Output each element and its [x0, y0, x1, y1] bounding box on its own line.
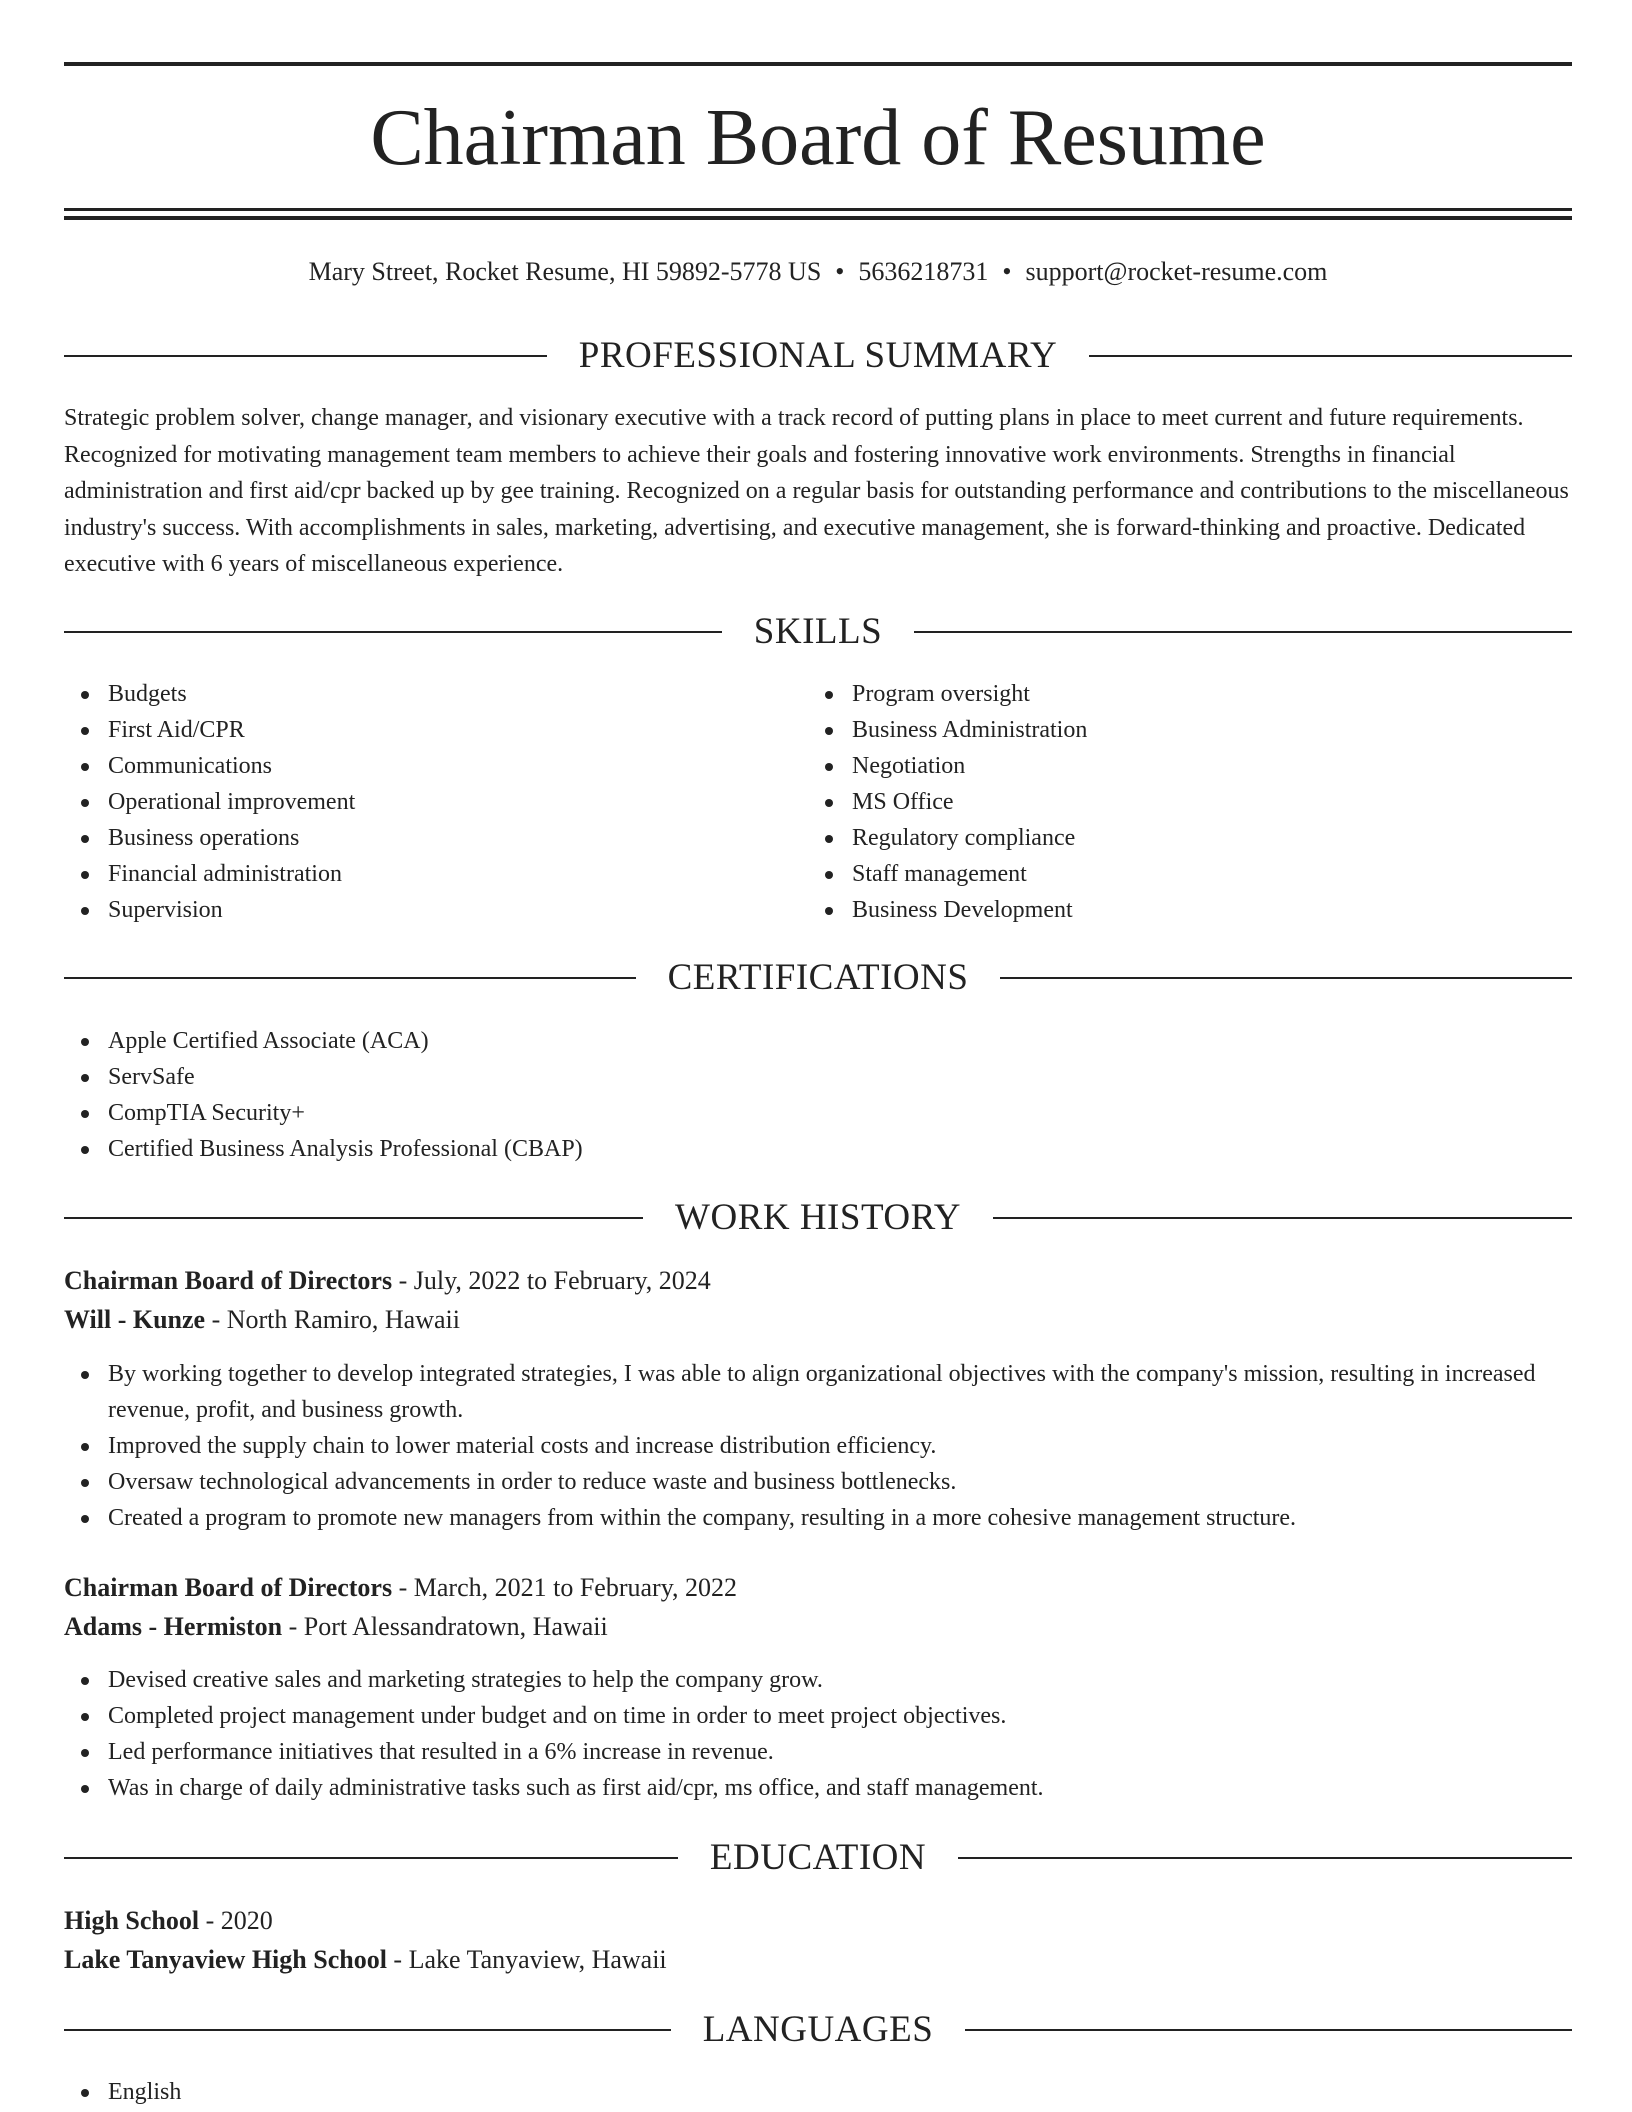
divider — [1000, 977, 1572, 979]
certifications-list — [64, 1023, 1572, 1167]
divider — [993, 1217, 1572, 1219]
job-bullets — [64, 1662, 1572, 1806]
skill-item: Regulatory compliance — [808, 820, 1548, 856]
skill-item: Communications — [64, 748, 804, 784]
job-company-line — [64, 1302, 1572, 1338]
header-rule-thin — [64, 208, 1572, 211]
skill-item: Business Development — [808, 892, 1548, 928]
job-company-line — [64, 1609, 1572, 1645]
section-heading-certifications — [64, 956, 1572, 1000]
certification-item: CompTIA Security+ — [64, 1095, 1572, 1131]
skill-item: Staff management — [808, 856, 1548, 892]
job-location: - North Ramiro, Hawaii — [211, 1305, 460, 1334]
job-title: Chairman Board of Directors — [64, 1266, 393, 1295]
contact-address: Mary Street, Rocket Resume, HI 59892-5778 US — [308, 257, 822, 286]
divider — [64, 1217, 643, 1219]
skill-item: Supervision — [64, 892, 804, 928]
job-dates: - March, 2021 to February, 2022 — [398, 1573, 737, 1602]
contact-separator: • — [835, 257, 845, 286]
section-heading-label: WORK HISTORY — [675, 1197, 961, 1238]
job-bullet: Was in charge of daily administrative tasks such as first aid/cpr, ms office, and staff management. — [64, 1770, 1572, 1806]
education-school-line — [64, 1942, 1572, 1978]
divider — [1089, 355, 1572, 357]
skill-item: Business Administration — [808, 712, 1548, 748]
job-company: Adams - Hermiston — [64, 1612, 283, 1641]
education-year: - 2020 — [205, 1906, 273, 1935]
skill-item: Budgets — [64, 676, 804, 712]
section-heading-work-history — [64, 1196, 1572, 1240]
education-degree-line — [64, 1903, 1572, 1939]
divider — [958, 1857, 1572, 1859]
skill-item: Negotiation — [808, 748, 1548, 784]
header-top-rule — [64, 62, 1572, 66]
job-company: Will - Kunze — [64, 1305, 206, 1334]
education-school: Lake Tanyaview High School — [64, 1945, 387, 1974]
skills-list-right — [808, 676, 1548, 928]
skill-item: Program oversight — [808, 676, 1548, 712]
education-location: - Lake Tanyaview, Hawaii — [393, 1945, 667, 1974]
job-dates: - July, 2022 to February, 2024 — [398, 1266, 711, 1295]
section-heading-skills — [64, 610, 1572, 654]
certification-item: Certified Business Analysis Professional (CBAP) — [64, 1131, 1572, 1167]
divider — [64, 355, 547, 357]
job-title-line — [64, 1570, 1572, 1606]
language-item: English — [64, 2074, 1572, 2110]
section-heading-label: LANGUAGES — [702, 2009, 934, 2050]
contact-separator: • — [1002, 257, 1012, 286]
job-bullet: Led performance initiatives that resulted in a 6% increase in revenue. — [64, 1734, 1572, 1770]
section-heading-label: PROFESSIONAL SUMMARY — [578, 335, 1058, 376]
languages-list — [64, 2074, 1572, 2110]
divider — [64, 977, 636, 979]
certification-item: Apple Certified Associate (ACA) — [64, 1023, 1572, 1059]
section-heading-label: CERTIFICATIONS — [667, 957, 969, 998]
skill-item: Financial administration — [64, 856, 804, 892]
skills-list-left — [64, 676, 804, 928]
skill-item: First Aid/CPR — [64, 712, 804, 748]
skill-item: Business operations — [64, 820, 804, 856]
section-heading-label: SKILLS — [753, 611, 883, 652]
skill-item: Operational improvement — [64, 784, 804, 820]
certification-item: ServSafe — [64, 1059, 1572, 1095]
section-heading-label: EDUCATION — [709, 1837, 927, 1878]
job-location: - Port Alessandratown, Hawaii — [288, 1612, 608, 1641]
job-bullets — [64, 1356, 1572, 1536]
header-rule-thick — [64, 216, 1572, 220]
section-heading-summary — [64, 334, 1572, 378]
job-bullet: Improved the supply chain to lower material costs and increase distribution efficiency. — [64, 1428, 1572, 1464]
contact-email[interactable]: support@rocket-resume.com — [1025, 257, 1328, 286]
education-degree: High School — [64, 1906, 200, 1935]
job-bullet: By working together to develop integrated strategies, I was able to align organizational objectives with the company's mission, resulting in increased revenue, profit, and business growth. — [64, 1356, 1572, 1428]
job-bullet: Oversaw technological advancements in order to reduce waste and business bottlenecks. — [64, 1464, 1572, 1500]
contact-line — [64, 254, 1572, 290]
job-title-line — [64, 1263, 1572, 1299]
section-heading-education — [64, 1836, 1572, 1880]
divider — [965, 2029, 1572, 2031]
job-title: Chairman Board of Directors — [64, 1573, 393, 1602]
summary-text: Strategic problem solver, change manager, and visionary executive with a track record of putting plans in place to meet current and future requirements. Recognized for motivating management team members to achieve their goals and fostering innovative work environments. Strengths in financial administration and first aid/cpr backed up by gee training. Recognized on a regular basis for outstanding performance and contributions to the miscellaneous industry's success. With accomplishments in sales, marketing, advertising, and executive management, she is forward-thinking and proactive. Dedicated executive with 6 years of miscellaneous experience. — [64, 405, 1569, 577]
resume-title: Chairman Board of Resume — [370, 94, 1266, 182]
contact-phone: 5636218731 — [858, 257, 989, 286]
job-bullet: Completed project management under budget and on time in order to meet project objectives. — [64, 1698, 1572, 1734]
divider — [64, 631, 722, 633]
divider — [64, 2029, 671, 2031]
job-bullet: Created a program to promote new managers from within the company, resulting in a more cohesive management structure. — [64, 1500, 1572, 1536]
skill-item: MS Office — [808, 784, 1548, 820]
job-bullet: Devised creative sales and marketing strategies to help the company grow. — [64, 1662, 1572, 1698]
section-heading-languages — [64, 2008, 1572, 2052]
divider — [914, 631, 1572, 633]
divider — [64, 1857, 678, 1859]
